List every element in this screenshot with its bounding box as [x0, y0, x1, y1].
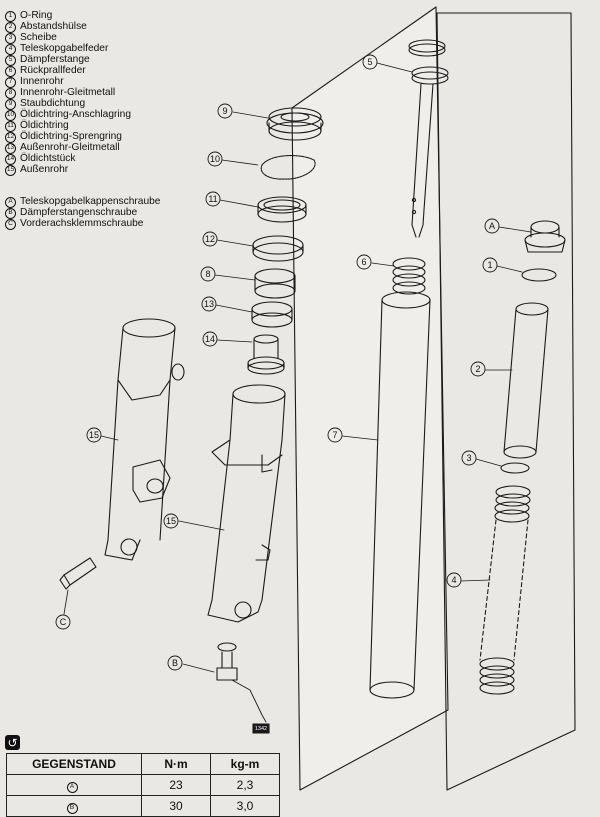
column-header: GEGENSTAND — [7, 754, 142, 775]
callout-9: 9 — [222, 106, 228, 116]
thread-lock-tag — [232, 680, 269, 733]
axle-clamp-bolt — [60, 558, 96, 589]
number-badge: 11 — [5, 121, 16, 132]
callout-15-left: 15 — [88, 430, 100, 440]
callout-2: 2 — [475, 364, 481, 374]
item-cell — [7, 775, 142, 796]
nm-cell: 23 — [142, 775, 211, 796]
number-badge: 5 — [5, 55, 16, 66]
legend-text: Öldichtring-Anschlagring — [20, 109, 131, 121]
oil-lock-piece — [248, 335, 284, 374]
letter-badge: B — [5, 208, 16, 219]
number-badge: 12 — [5, 132, 16, 143]
number-badge: 6 — [5, 66, 16, 77]
number-badge: 2 — [5, 22, 16, 33]
legend-text: Rückprallfeder — [20, 65, 86, 77]
legend-text: Scheibe — [20, 32, 57, 44]
spacer — [504, 303, 548, 458]
legend-text: Teleskopgabelfeder — [20, 43, 109, 55]
kgm-cell: 2,3 — [211, 775, 280, 796]
washer — [501, 463, 529, 473]
fork-spring — [480, 486, 530, 694]
number-badge: 13 — [5, 143, 16, 154]
letter-badge: B — [67, 803, 78, 814]
column-header: N·m — [142, 754, 211, 775]
number-badge: 7 — [5, 77, 16, 88]
kgm-cell: 3,0 — [211, 796, 280, 817]
callout-13: 13 — [203, 299, 215, 309]
callout-C: C — [59, 617, 67, 627]
number-badge: 3 — [5, 33, 16, 44]
torque-table — [6, 753, 280, 817]
table-header-row — [7, 754, 280, 775]
outer-tube-right — [208, 385, 285, 622]
number-badge: 1 — [5, 11, 16, 22]
inner-tube-metal — [255, 269, 295, 298]
letter-badge: A — [67, 782, 78, 793]
callout-6: 6 — [361, 257, 367, 267]
legend-text: Öldichtring — [20, 120, 69, 132]
legend-text: Staubdichtung — [20, 98, 86, 110]
callout-7: 7 — [332, 430, 338, 440]
callout-14: 14 — [204, 334, 216, 344]
callout-8: 8 — [205, 269, 211, 279]
number-badge: 9 — [5, 99, 16, 110]
legend-text: Dämpferstange — [20, 54, 90, 66]
torque-wrench-icon: ↺ — [5, 735, 20, 750]
callout-5: 5 — [367, 57, 373, 67]
legend-text: Öldichtring-Sprengring — [20, 131, 122, 143]
letter-badge: A — [5, 197, 16, 208]
o-ring — [522, 269, 556, 281]
callout-12: 12 — [204, 234, 216, 244]
number-badge: 15 — [5, 165, 16, 176]
callout-4: 4 — [451, 575, 457, 585]
nm-cell: 30 — [142, 796, 211, 817]
callout-A: A — [488, 221, 496, 231]
legend-text: Innenrohr-Gleitmetall — [20, 87, 116, 99]
number-badge: 8 — [5, 88, 16, 99]
damper-rod-bolt — [217, 643, 237, 680]
callout-15-right: 15 — [165, 516, 177, 526]
callout-3: 3 — [466, 453, 472, 463]
tag-label: 1342 — [254, 726, 268, 732]
legend-text: Teleskopgabelkappenschraube — [20, 196, 161, 208]
column-header: kg-m — [211, 754, 280, 775]
legend-text: Öldichtstück — [20, 153, 76, 165]
number-badge: 14 — [5, 154, 16, 165]
table-row — [7, 796, 280, 817]
callout-B: B — [171, 658, 179, 668]
callout-1: 1 — [487, 260, 493, 270]
cap-bolt — [525, 221, 565, 252]
item-cell — [7, 796, 142, 817]
legend-text: Dämpferstangenschraube — [20, 207, 138, 219]
callout-10: 10 — [209, 154, 221, 164]
callout-11: 11 — [208, 194, 218, 204]
legend-text: Vorderachsklemmschraube — [20, 218, 144, 230]
panel-fork-spring — [437, 13, 575, 790]
table-row — [7, 775, 280, 796]
legend-text: Abstandshülse — [20, 21, 87, 33]
number-badge: 4 — [5, 44, 16, 55]
legend-text: Innenrohr — [20, 76, 64, 88]
letter-badge: C — [5, 219, 16, 230]
legend-text: Außenrohr-Gleitmetall — [20, 142, 120, 154]
number-badge: 10 — [5, 110, 16, 121]
legend-text: O-Ring — [20, 10, 53, 22]
legend-text: Außenrohr — [20, 164, 69, 176]
outer-tube-metal — [252, 302, 292, 327]
